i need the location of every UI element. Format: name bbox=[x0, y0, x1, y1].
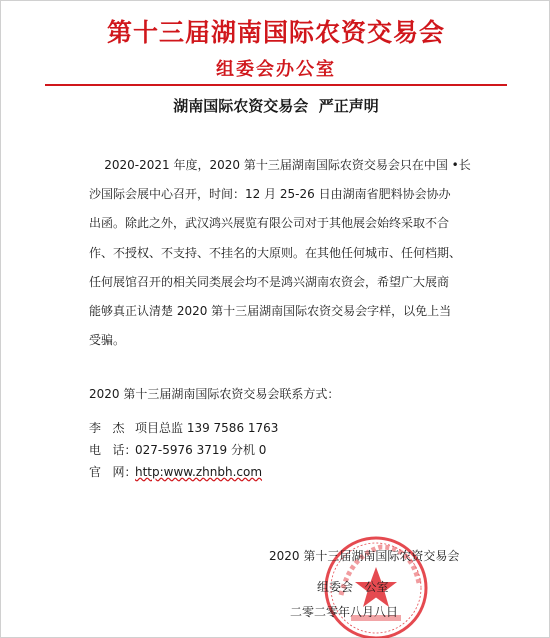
signature-organizer: 2020 第十三届湖南国际农资交易会 bbox=[269, 549, 460, 563]
body-line: 能够真正认清楚 2020 第十三届湖南国际农资交易会字样，以免上当 bbox=[89, 304, 452, 319]
body-line: 作、不授权、不支持、不挂名的大原则。在其他任何城市、任何档期、 bbox=[89, 245, 462, 260]
contact-web-label bbox=[89, 463, 135, 480]
phone-label-text: 电 话 bbox=[89, 443, 125, 457]
contact-phone-label bbox=[89, 441, 135, 458]
web-colon: ： bbox=[124, 465, 137, 479]
web-label-text: 官 网 bbox=[89, 465, 125, 479]
contact-phone-value: 027-5976 3719 分机 0 bbox=[135, 443, 267, 457]
website-link[interactable]: http:www.zhnbh.com bbox=[135, 465, 263, 479]
body-line: 出函。除此之外，武汉鸿兴展览有限公司对于其他展会始终采取不合 bbox=[89, 216, 450, 231]
letterhead-subtitle: 组委会办公室 bbox=[216, 59, 336, 80]
body-line: 受骗。 bbox=[89, 333, 126, 348]
contact-person-row bbox=[89, 419, 278, 436]
contact-person-value: 项目总监 139 7586 1763 bbox=[135, 421, 279, 435]
body-line: 任何展馆召开的相关同类展会均不是鸿兴湖南农资会，希望广大展商 bbox=[89, 274, 450, 289]
statement-body bbox=[89, 151, 501, 355]
contact-phone-row bbox=[89, 441, 266, 458]
signature-office: 组委会 公室 bbox=[317, 580, 389, 594]
letterhead-title: 第十三届湖南国际农资交易会 bbox=[106, 18, 445, 47]
contact-heading: 2020 第十三届湖南国际农资交易会联系方式： bbox=[89, 387, 340, 401]
contact-person-label: 李 杰 bbox=[89, 421, 125, 435]
phone-colon: ： bbox=[124, 443, 137, 457]
signature-date: 二零二零年八月八日 bbox=[290, 605, 399, 619]
letterhead-divider bbox=[45, 84, 507, 86]
document-title: 湖南国际农资交易会 严正声明 bbox=[173, 97, 379, 115]
body-line: 沙国际会展中心召开，时间：12 月 25-26 日由湖南省肥料协会协办 bbox=[89, 187, 451, 202]
contact-web-row bbox=[89, 463, 262, 480]
body-line: 2020-2021 年度，2020 第十三届湖南国际农资交易会只在中国 •长 bbox=[89, 158, 471, 172]
